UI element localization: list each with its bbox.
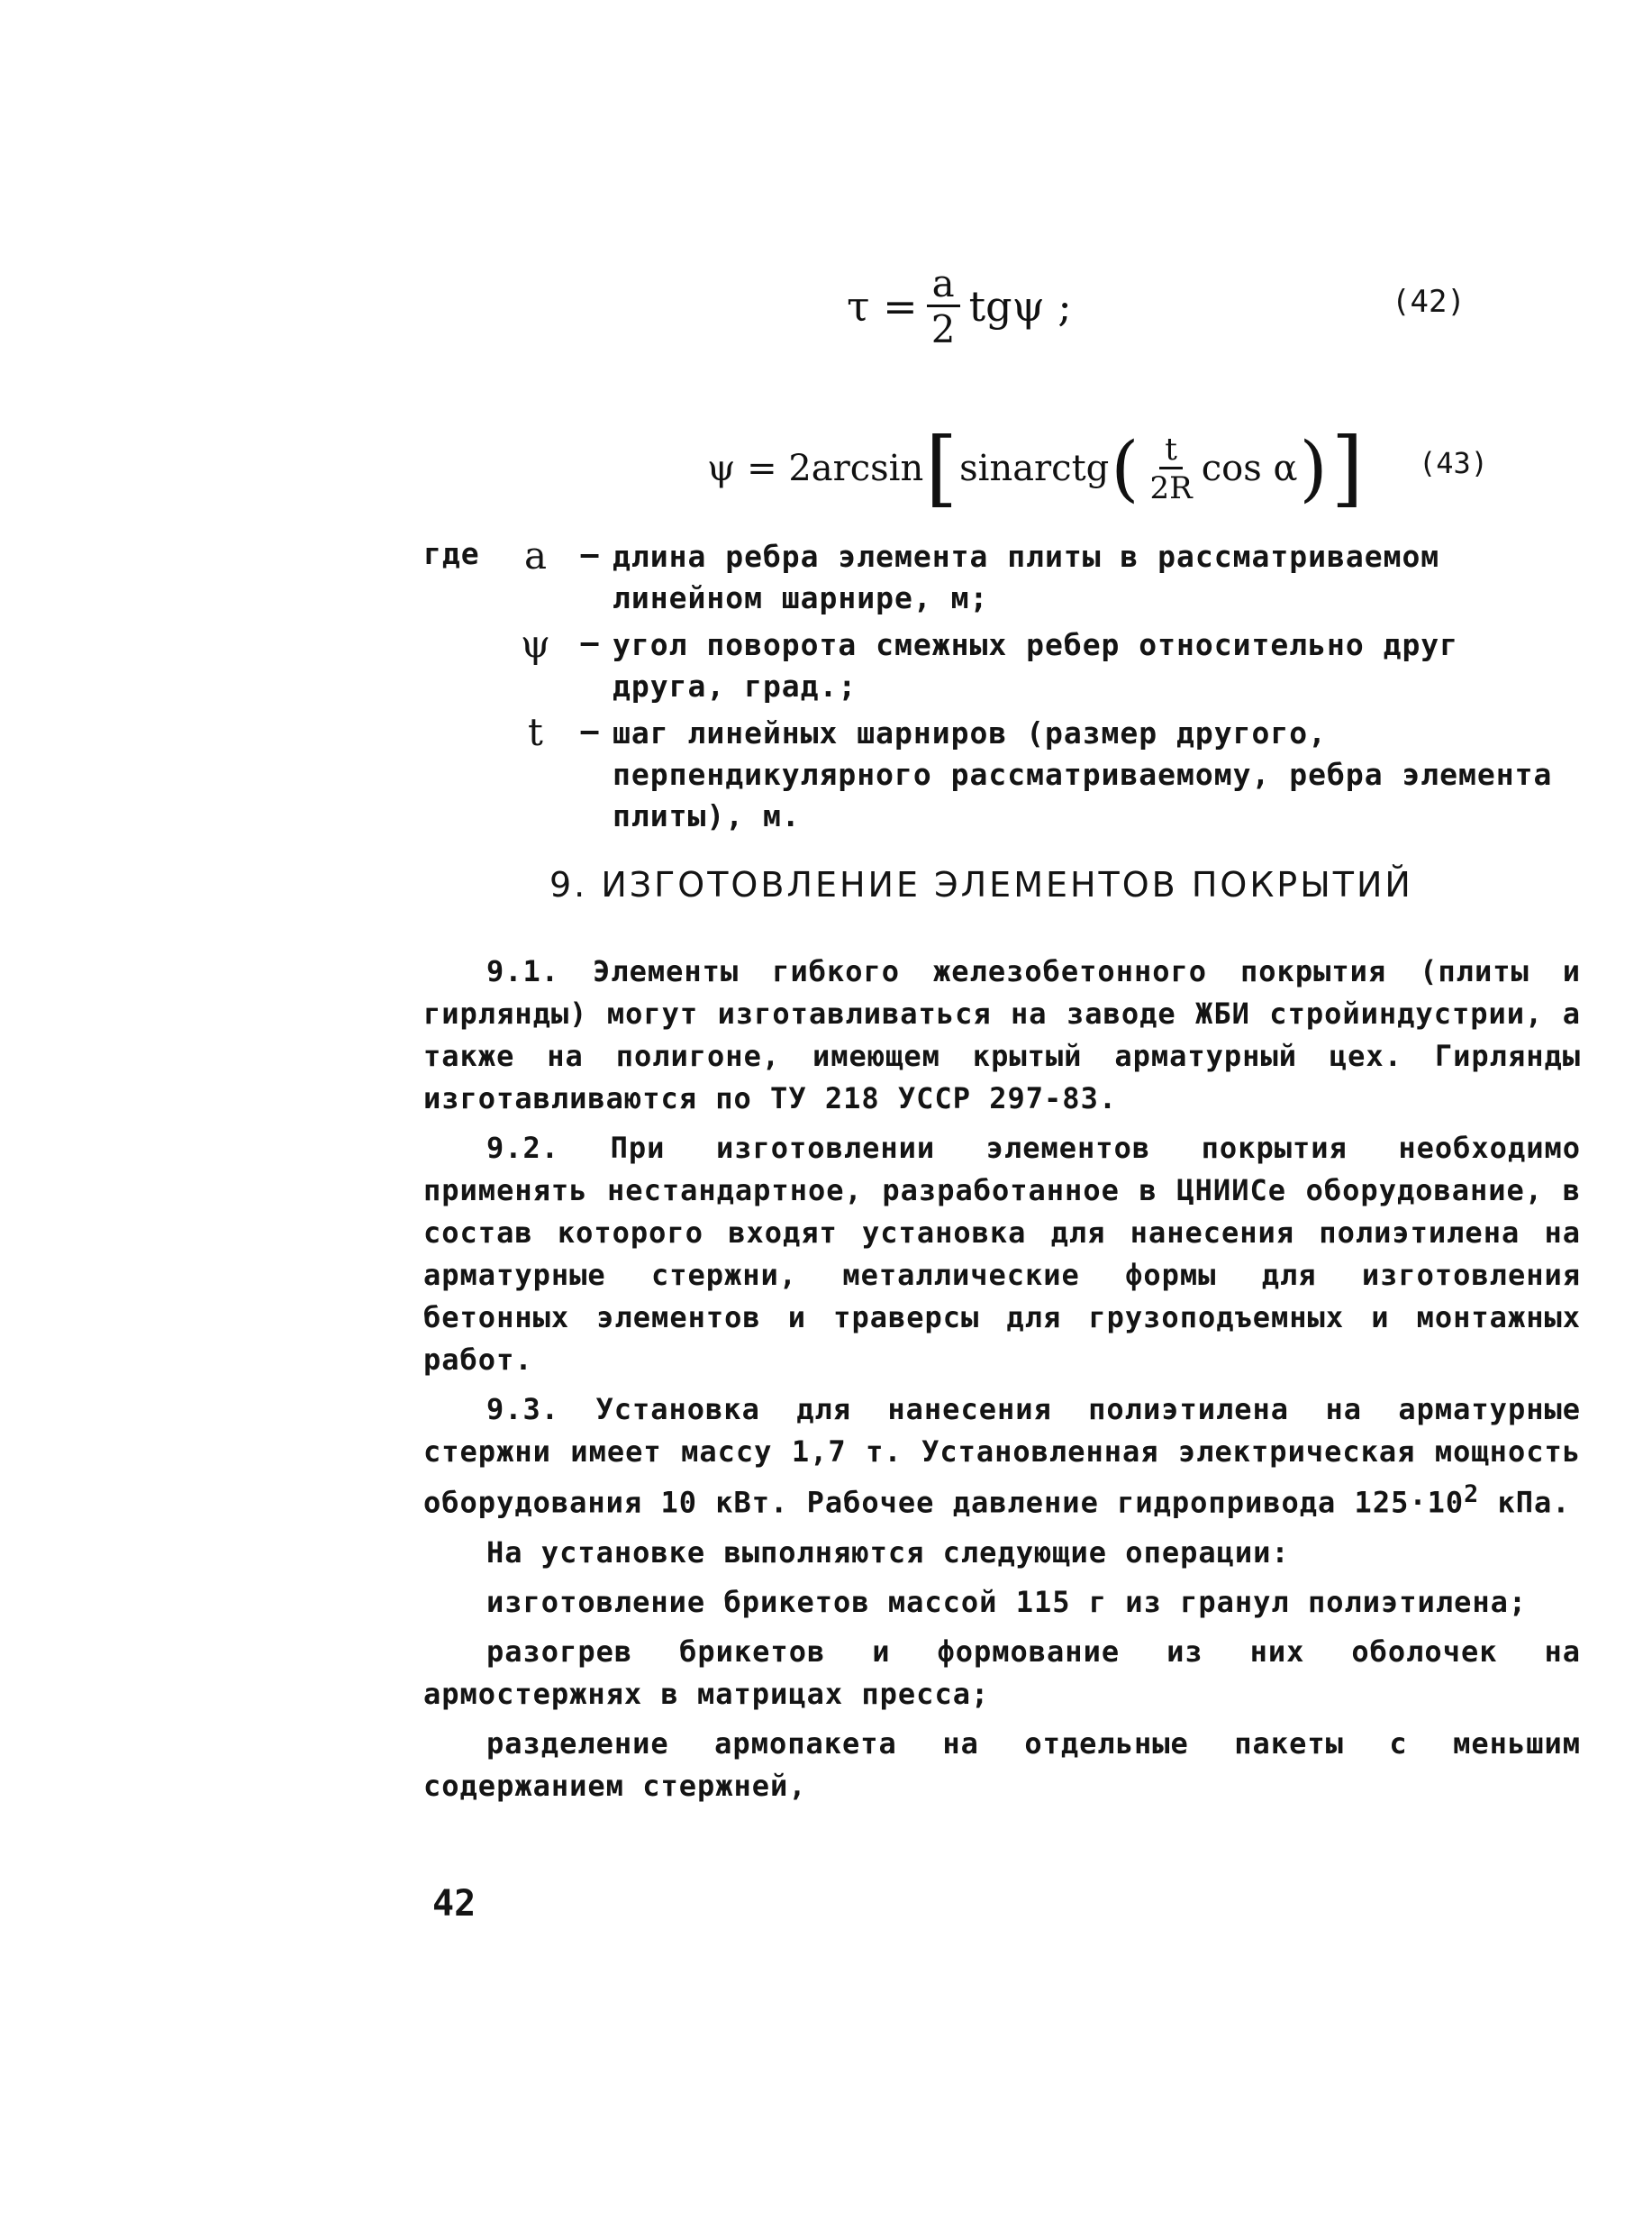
symbol-definitions: [423, 533, 1585, 842]
paragraph-9-3-text: 9.3. Установка для нанесения полиэтилена на арматурные стержни имеет массу 1,7 т. Установленная электрическая мощность оборудования 10 кВт. Рабочее давление гидропривода 125·10: [423, 1392, 1581, 1520]
equation-number-43: (43): [1419, 446, 1489, 480]
paragraph-9-3-unit: кПа.: [1479, 1485, 1571, 1520]
definition-symbol: ψ: [521, 622, 551, 666]
formula-42-rhs: tgψ ;: [968, 282, 1072, 331]
formula-43-lhs: ψ = 2arcsin: [707, 448, 924, 489]
right-paren: ): [1299, 426, 1328, 510]
definition-text: угол поворота смежных ребер относительно друг друга, град.;: [613, 627, 1459, 704]
page-number: 42: [432, 1883, 477, 1925]
paragraph-9-2: 9.2. При изготовлении элементов покрытия необходимо применять нестандартное, разработанное в ЦНИИСе оборудование, в состав которого входят установка для нанесения полиэтилена на арматурные стержни, металлические формы для изготовления бетонных элементов и траверсы для грузоподъемных и монтажных работ.: [423, 1131, 1581, 1377]
definition-dash: –: [580, 713, 600, 748]
equation-number-42: (42): [1392, 284, 1466, 320]
definition-symbol: a: [523, 533, 549, 578]
definitions-lead: где: [423, 536, 480, 571]
operation-item: изготовление брикетов массой 115 г из гранул полиэтилена;: [486, 1584, 1528, 1619]
formula-42-fraction: [927, 260, 960, 351]
operations-intro: На установке выполняются следующие операции:: [486, 1534, 1290, 1570]
formula-43-tail: cos α: [1201, 448, 1298, 489]
formula-42-numerator: a: [927, 265, 960, 307]
formula-43-fraction: [1149, 431, 1193, 506]
formula-42: [847, 261, 1072, 351]
paragraph-9-1: 9.1. Элементы гибкого железобетонного покрытия (плиты и гирлянды) могут изготавливаться на заводе ЖБИ стройиндустрии, а также на полигоне, имеющем крытый арматурный цех. Гирлянды изготавливаются по ТУ 218 УССР 297-83.: [423, 954, 1581, 1115]
right-bracket: ]: [1330, 420, 1364, 516]
section-body: [423, 951, 1581, 1815]
exponent: 2: [1464, 1480, 1480, 1508]
definition-dash: –: [580, 624, 600, 660]
definition-text: шаг линейных шарниров (размер другого, перпендикулярного рассматриваемому, ребра элемента плиты), м.: [613, 715, 1553, 833]
definition-row: [423, 710, 1585, 837]
left-bracket: [: [925, 420, 958, 516]
formula-43-denominator: 2R: [1149, 469, 1193, 506]
formula-43-numerator: t: [1159, 434, 1183, 469]
definition-dash: –: [580, 536, 600, 571]
operation-item: разогрев брикетов и формование из них оболочек на армостержнях в матрицах пресса;: [423, 1634, 1581, 1711]
formula-43-inner: sinarctg: [959, 448, 1110, 489]
left-paren: (: [1111, 426, 1139, 510]
paragraph-9-3: [423, 1388, 1581, 1525]
definition-row: [423, 533, 1585, 619]
definition-row: [423, 624, 1585, 707]
section-heading: 9. ИЗГОТОВЛЕНИЕ ЭЛЕМЕНТОВ ПОКРЫТИЙ: [549, 865, 1413, 905]
formula-42-lhs: τ =: [847, 282, 918, 331]
operation-item: разделение армопакета на отдельные пакеты с меньшим содержанием стержней,: [423, 1725, 1581, 1803]
definition-text: длина ребра элемента плиты в рассматриваемом линейном шарнире, м;: [613, 539, 1440, 615]
formula-43: [707, 419, 1366, 518]
formula-42-denominator: 2: [930, 306, 956, 351]
definition-symbol: t: [528, 710, 544, 754]
